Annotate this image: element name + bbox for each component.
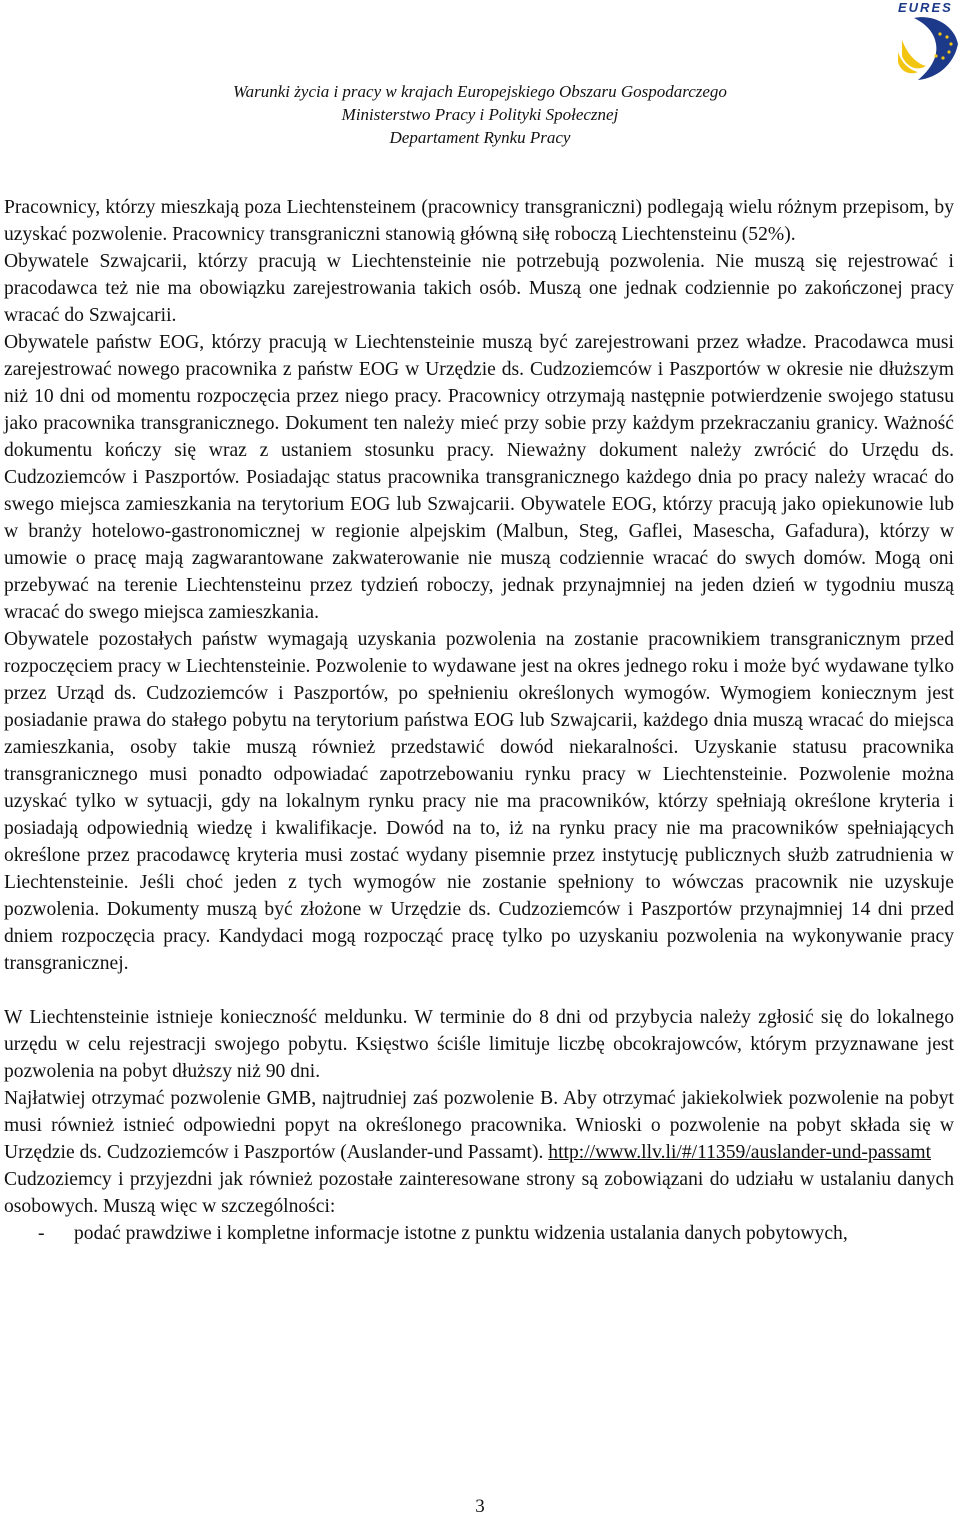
- document-body: [4, 194, 954, 1247]
- paragraph-permits-text: Najłatwiej otrzymać pozwolenie GMB, najtrudniej zaś pozwolenie B. Aby otrzymać jakiekolwiek pozwolenie na pobyt musi również istnieć odpowiedni popyt na określonego pracownika. Wnioski o pozwolenie na pobyt składa się w Urzędzie ds. Cudzoziemców i Paszportów (Auslander-und Passamt).: [4, 1088, 954, 1163]
- paragraph-spacer: [4, 977, 954, 1004]
- eures-logo: [892, 0, 960, 82]
- page-number: 3: [475, 1496, 485, 1517]
- list-item-text: podać prawdziwe i kompletne informacje istotne z punktu widzenia ustalania danych pobytowych,: [74, 1223, 848, 1244]
- paragraph-registration: W Liechtensteinie istnieje konieczność meldunku. W terminie do 8 dni od przybycia należy zgłosić się do lokalnego urzędu w celu rejestracji swojego pobytu. Księstwo ściśle limituje liczbę obcokrajowców, którym przyznawane jest pozwolenia na pobyt dłuższy niż 90 dni.: [4, 1007, 954, 1082]
- eures-emblem-icon: [892, 0, 960, 82]
- paragraph-permits: [4, 1085, 954, 1166]
- list-item: [4, 1220, 954, 1247]
- eures-logo-text: EURES: [898, 0, 953, 15]
- paragraph-other-countries: Obywatele pozostałych państw wymagają uzyskania pozwolenia na zostanie pracownikiem transgranicznym przed rozpoczęciem pracy w Liechtensteinie. Pozwolenie to wydawane jest na okres jednego roku i może być wydawane tylko przez Urząd ds. Cudzoziemców i Paszportów, po spełnieniu określonych wymogów. Wymogiem koniecznym jest posiadanie prawa do stałego pobytu na terytorium państwa EOG lub Szwajcarii, każdego dnia muszą wracać do miejsca zamieszkania, osoby takie muszą również przedstawić dowód niekaralności. Uzyskanie statusu pracownika transgranicznego musi ponadto odpowiadać zapotrzebowaniu rynku pracy w Liechtensteinie. Pozwolenie można uzyskać tylko w sytuacji, gdy na lokalnym rynku pracy nie ma pracowników, którzy spełniają określone kryteria i posiadają odpowiednią wiedzę i kwalifikacje. Dowód na to, iż na rynku pracy nie ma pracowników spełniających określone przez pracodawcę kryteria musi zostać wydany pisemnie przez instytucję publicznych służb zatrudnienia w Liechtensteinie. Jeśli choć jeden z tych wymogów nie zostanie spełniony to wówczas pracownik nie uzyskuje pozwolenia. Dokumenty muszą być złożone w Urzędzie ds. Cudzoziemców i Paszportów przynajmniej 14 dni przed dniem rozpoczęcia pracy. Kandydaci mogą rozpocząć pracę tylko po uzyskaniu pozwolenia na wykonywanie pracy transgranicznej.: [4, 629, 954, 974]
- document-header: [0, 80, 960, 149]
- paragraph-obligations: Cudzoziemcy i przyjezdni jak również pozostałe zainteresowane strony są zobowiązani do udziału w ustalaniu danych osobowych. Muszą więc w szczególności:: [4, 1169, 954, 1217]
- header-line-3: Departament Rynku Pracy: [389, 128, 571, 147]
- auslander-passamt-link[interactable]: http://www.llv.li/#/11359/auslander-und-passamt: [548, 1142, 932, 1163]
- paragraph-swiss-citizens: Obywatele Szwajcarii, którzy pracują w Liechtensteinie nie potrzebują pozwolenia. Nie muszą się rejestrować i pracodawca też nie ma obowiązku zarejestrowania takich osób. Muszą one jednak codziennie po zakończonej pracy wracać do Szwajcarii.: [4, 251, 954, 326]
- paragraph-cross-border-workers: Pracownicy, którzy mieszkają poza Liechtensteinem (pracownicy transgraniczni) podlegają wielu różnym przepisom, by uzyskać pozwolenie. Pracownicy transgraniczni stanowią główną siłę roboczą Liechtensteinu (52%).: [4, 197, 954, 245]
- header-line-1: Warunki życia i pracy w krajach Europejskiego Obszaru Gospodarczego: [233, 82, 727, 101]
- paragraph-eea-citizens: Obywatele państw EOG, którzy pracują w Liechtensteinie muszą być zarejestrowani przez władze. Pracodawca musi zarejestrować nowego pracownika z państw EOG w Urzędzie ds. Cudzoziemców i Paszportów w okresie nie dłuższym niż 10 dni od momentu rozpoczęcia przez niego pracy. Pracownicy otrzymają następnie potwierdzenie swojego statusu jako pracownika transgranicznego. Dokument ten należy mieć przy sobie przy każdym przekraczaniu granicy. Ważność dokumentu kończy się wraz z ustaniem stosunku pracy. Nieważny dokument należy zwrócić do Urzędu ds. Cudzoziemców i Paszportów. Posiadając status pracownika transgranicznego każdego dnia po pracy należy wracać do swego miejsca zamieszkania na terytorium EOG lub Szwajcarii. Obywatele EOG, którzy pracują jako opiekunowie lub w branży hotelowo-gastronomicznej w regionie alpejskim (Malbun, Steg, Gaflei, Masescha, Gafadura), którzy w umowie o pracę mają zagwarantowane zakwaterowanie nie muszą codziennie wracać do swych domów. Mogą oni przebywać na terenie Liechtensteinu przez tydzień roboczy, jednak przynajmniej na jeden dzień w tygodniu muszą wracać do swego miejsca zamieszkania.: [4, 332, 954, 623]
- list-dash: -: [38, 1223, 45, 1244]
- header-line-2: Ministerstwo Pracy i Polityki Społecznej: [341, 105, 619, 124]
